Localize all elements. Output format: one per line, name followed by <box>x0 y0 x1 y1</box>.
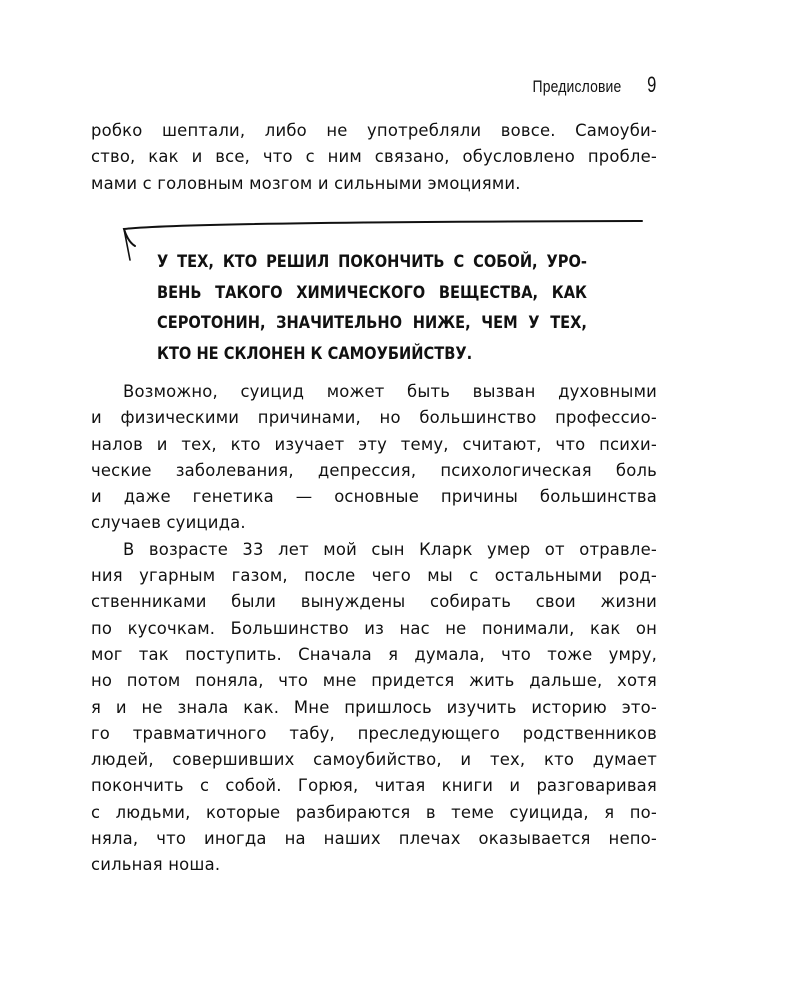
text-line: няла, что иногда на наших плечах оказывается непо- <box>91 829 657 849</box>
pull-quote <box>121 220 643 365</box>
quote-line: ВЕНЬ ТАКОГО ХИМИЧЕСКОГО ВЕЩЕСТВА, КАК <box>157 282 587 303</box>
text-line: случаев суицида. <box>91 513 246 533</box>
text-line: с людьми, которые разбираются в теме суицида, я по- <box>91 802 657 822</box>
text-line: но потом поняла, что мне придется жить дальше, хотя <box>91 671 657 691</box>
text-line: сильная ноша. <box>91 855 221 875</box>
text-line: Возможно, суицид может быть вызван духовными <box>123 382 657 401</box>
text-line: налов и тех, кто изучает эту тему, считают, что психи- <box>91 434 657 454</box>
intro-paragraph <box>91 118 657 197</box>
text-line: по кусочкам. Большинство из нас не понимали, как он <box>91 618 657 638</box>
text-line: робко шептали, либо не употребляли вовсе. Самоуби- <box>91 121 657 140</box>
text-line: ния угарным газом, после чего мы с остальными род- <box>91 566 657 586</box>
body-text <box>91 379 657 879</box>
text-line: В возрасте 33 лет мой сын Кларк умер от отравле- <box>123 539 657 559</box>
paragraph <box>91 379 657 537</box>
text-line: ство, как и все, что с ним связано, обусловлено пробле- <box>91 147 657 167</box>
section-title: Предисловие <box>532 77 622 96</box>
running-head <box>513 72 656 98</box>
quote-text <box>157 247 587 369</box>
text-line: ственниками были вынуждены собирать свои жизни <box>91 592 657 612</box>
quote-line: У ТЕХ, КТО РЕШИЛ ПОКОНЧИТЬ С СОБОЙ, УРО- <box>157 252 587 272</box>
quote-line: КТО НЕ СКЛОНЕН К САМОУБИЙСТВУ. <box>157 343 473 364</box>
text-line: мог так поступить. Сначала я думала, что тоже умру, <box>91 644 657 664</box>
text-line: и физическими причинами, но большинство профессио- <box>91 408 657 428</box>
text-line: людей, совершивших самоубийство, и тех, кто думает <box>91 750 657 770</box>
text-line: покончить с собой. Горюя, читая книги и разговаривая <box>91 776 657 796</box>
paragraph <box>91 537 657 879</box>
page-number: 9 <box>646 72 656 97</box>
text-line: ческие заболевания, депрессия, психологическая боль <box>91 460 657 480</box>
text-line: го травматичного табу, преследующего родственников <box>91 723 657 743</box>
text-line: я и не знала как. Мне пришлось изучить историю это- <box>91 697 657 717</box>
text-line: мами с головным мозгом и сильными эмоциями. <box>91 173 521 193</box>
text-line: и даже генетика — основные причины большинства <box>91 487 657 507</box>
quote-line: СЕРОТОНИН, ЗНАЧИТЕЛЬНО НИЖЕ, ЧЕМ У ТЕХ, <box>157 313 587 333</box>
